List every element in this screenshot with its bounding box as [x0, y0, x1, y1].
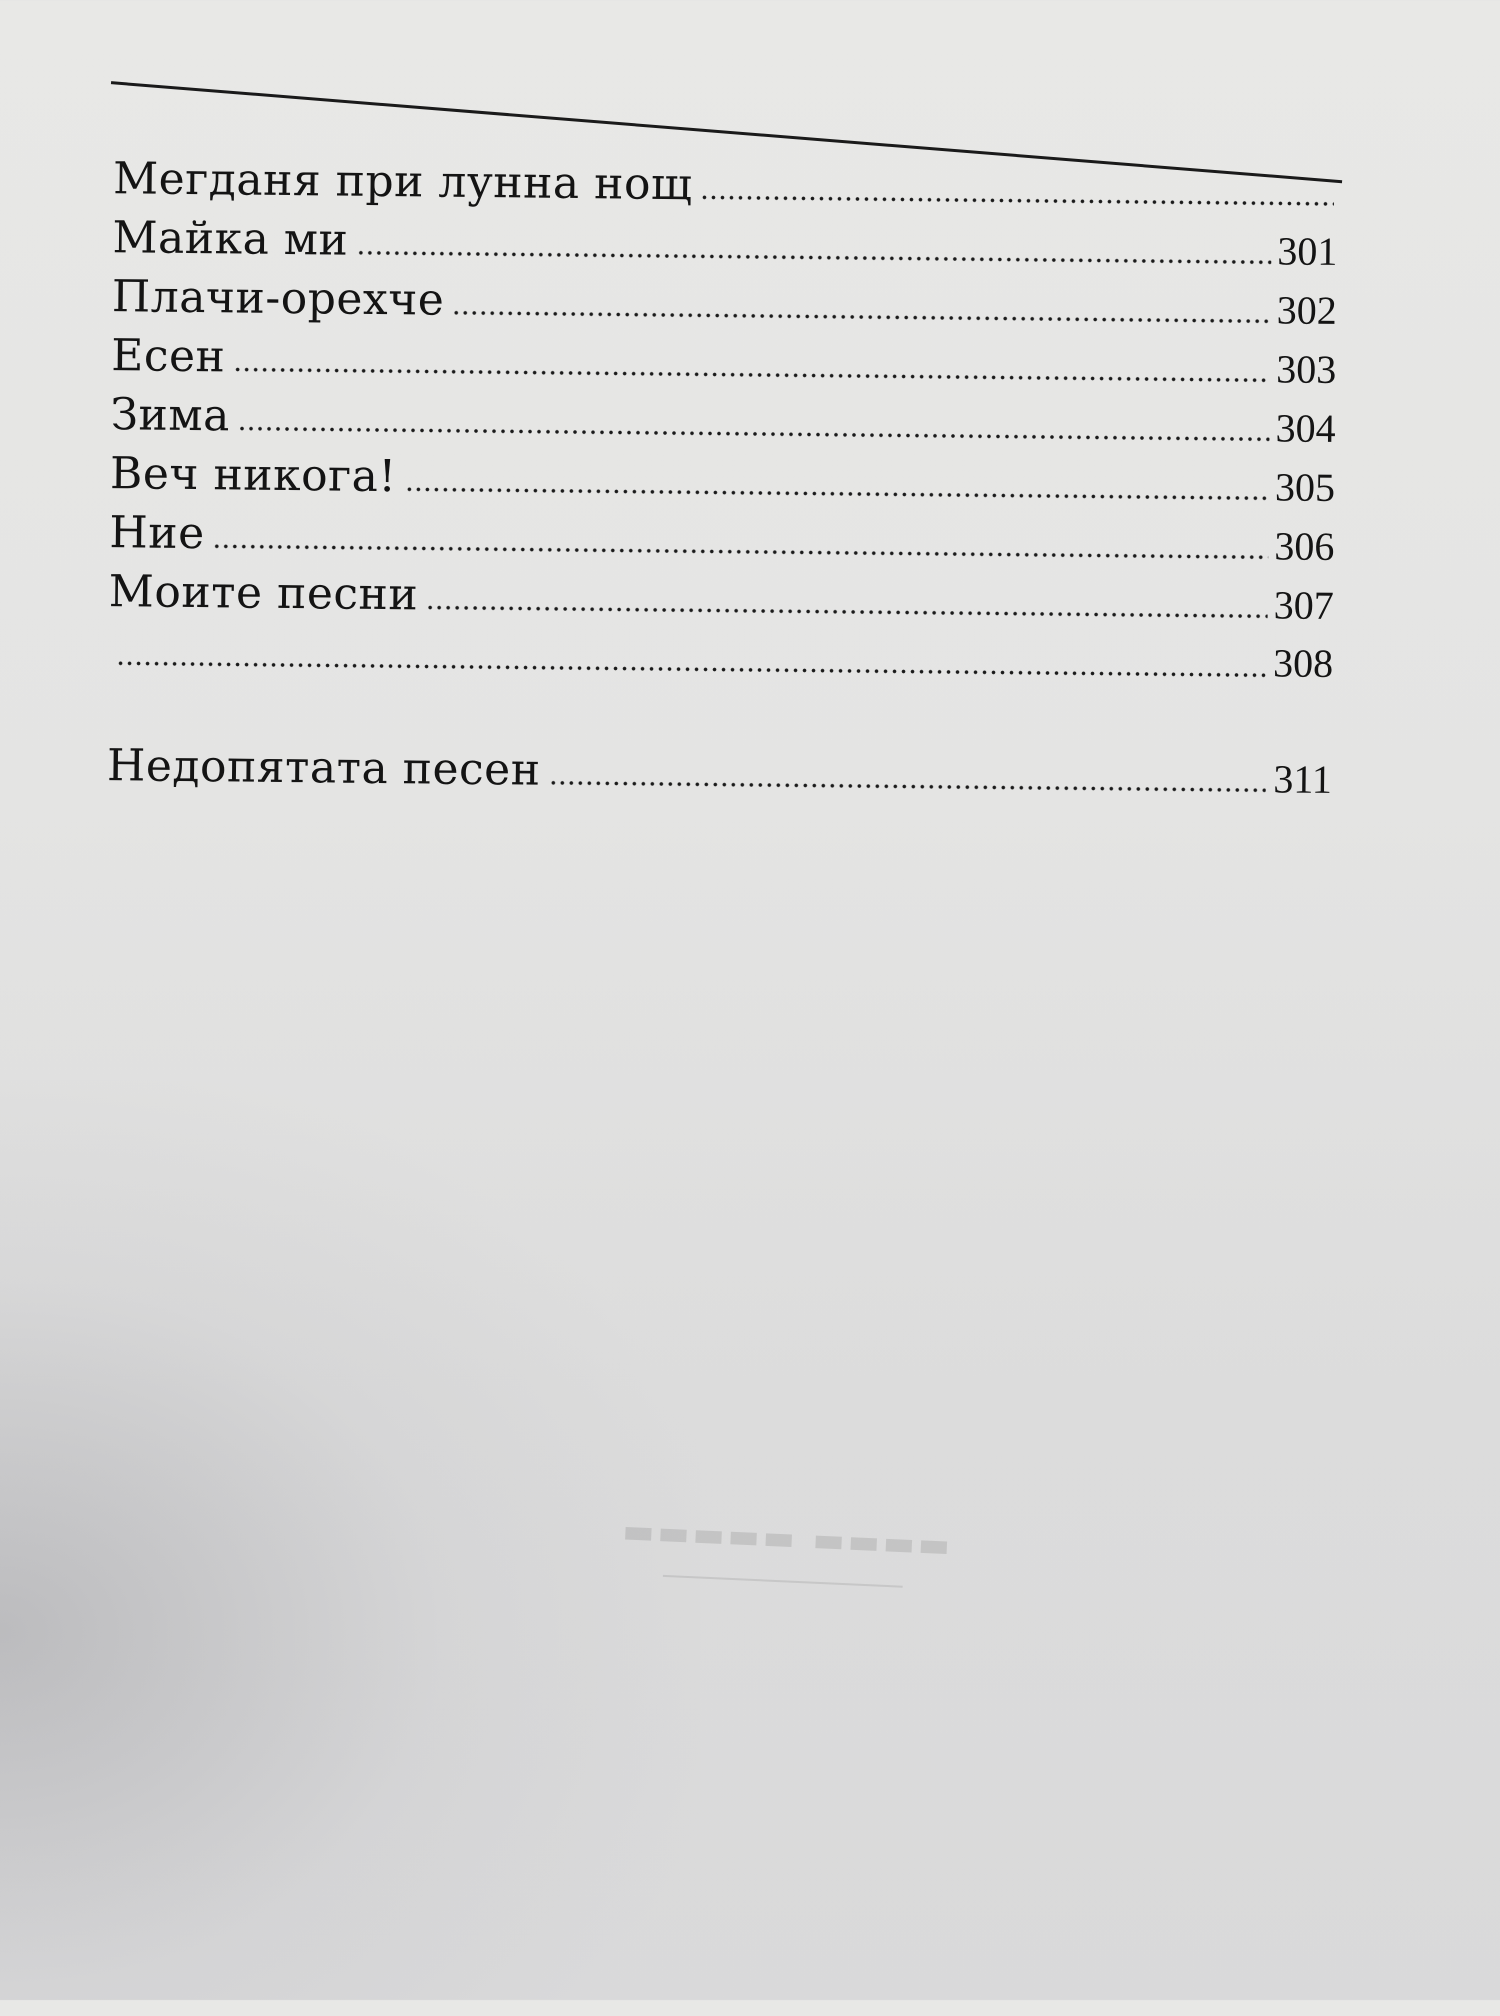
toc-entry-page: 307 — [1267, 575, 1334, 635]
toc-entry-page: 308 — [1267, 633, 1334, 693]
toc-entry-title: Мегданя при лунна нощ — [113, 149, 701, 214]
toc-entry — [108, 621, 1334, 693]
toc-entry-page: 306 — [1268, 516, 1335, 576]
toc-entry-title: Зима — [110, 385, 238, 445]
toc-dot-leader — [452, 310, 1271, 325]
toc-entry-title: Веч никога! — [110, 444, 405, 506]
table-of-contents — [107, 149, 1339, 808]
toc-dot-leader — [548, 780, 1265, 794]
toc-entry-page: 304 — [1269, 398, 1336, 458]
toc-dot-leader — [700, 194, 1334, 207]
show-through-heading: ▬▬▬▬ ▬▬▬▬▬ — [424, 1502, 1145, 1575]
toc-entry-page: 311 — [1266, 749, 1333, 809]
toc-entry-title: Недопятата песен — [107, 736, 549, 800]
toc-dot-leader — [233, 366, 1270, 383]
toc-entry-title: Плачи-орехче — [112, 267, 453, 330]
toc-entry-page: 302 — [1271, 280, 1338, 340]
toc-dot-leader — [213, 543, 1269, 560]
toc-entry — [107, 736, 1333, 808]
toc-entry-page: 305 — [1269, 457, 1336, 517]
toc-dot-leader — [116, 660, 1267, 678]
toc-dot-leader — [356, 250, 1271, 266]
show-through-rule — [663, 1575, 903, 1588]
toc-dot-leader — [238, 426, 1270, 443]
toc-dot-leader — [426, 604, 1268, 619]
toc-entry-title: Майка ми — [112, 208, 356, 270]
toc-dot-leader — [404, 486, 1268, 501]
toc-entry-title: Моите песни — [109, 562, 427, 624]
show-through-from-reverse — [422, 1502, 1145, 1621]
toc-entry-page: 301 — [1271, 221, 1338, 281]
toc-entry-title: Ние — [109, 503, 213, 563]
toc-entry-title: Есен — [111, 326, 234, 386]
toc-entry-page: 303 — [1270, 339, 1337, 399]
